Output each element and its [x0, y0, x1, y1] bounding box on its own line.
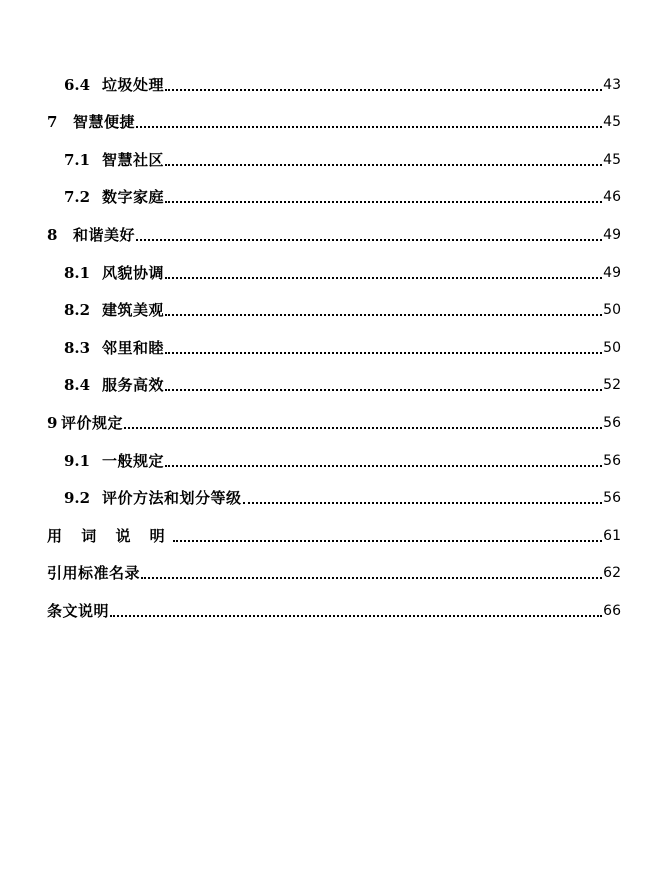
section-title: 风貌协调: [102, 263, 165, 282]
section-number: 8.2: [64, 301, 91, 320]
toc-entry-7-2[interactable]: [0, 171, 672, 209]
toc-entry-7-1[interactable]: [0, 133, 672, 171]
page-number: 46: [603, 189, 621, 206]
toc-entry-9[interactable]: [0, 396, 672, 434]
toc-entry-8[interactable]: [0, 208, 672, 246]
section-title: 条文说明: [47, 601, 110, 620]
page-number: 49: [603, 264, 621, 281]
section-number: 6.4: [64, 75, 91, 94]
dot-leader: [243, 502, 603, 504]
section-title: 智慧社区: [102, 150, 165, 169]
page-number: 45: [603, 114, 621, 131]
toc-entry-9-2[interactable]: [0, 472, 672, 510]
page-number: 50: [603, 302, 621, 319]
dot-leader: [110, 615, 602, 617]
section-number: 9.1: [64, 451, 91, 470]
page-number: 45: [603, 151, 621, 168]
page-number: 43: [603, 76, 621, 93]
page-number: 61: [603, 527, 621, 544]
dot-leader: [165, 277, 602, 279]
toc-entry-8-3[interactable]: [0, 321, 672, 359]
toc-entry-referenced-standards[interactable]: [0, 547, 672, 585]
page-number: 56: [603, 452, 621, 469]
dot-leader: [165, 465, 602, 467]
dot-leader: [165, 201, 602, 203]
dot-leader: [136, 126, 602, 128]
toc-entry-8-1[interactable]: [0, 246, 672, 284]
section-number: 8.1: [64, 263, 91, 282]
section-title: 建筑美观: [102, 301, 165, 320]
dot-leader: [165, 314, 602, 316]
page-number: 52: [603, 377, 621, 394]
dot-leader: [165, 164, 602, 166]
toc-entry-explanation[interactable]: [0, 584, 672, 622]
dot-leader: [165, 389, 602, 391]
section-title: 用 词 说 明: [47, 526, 172, 545]
toc-entry-terms[interactable]: [0, 509, 672, 547]
section-number: 8.4: [64, 376, 91, 395]
section-title: 评价规定: [61, 413, 124, 432]
page-number: 62: [603, 565, 621, 582]
dot-leader: [165, 352, 602, 354]
section-title: 数字家庭: [102, 188, 165, 207]
section-number: 8: [47, 225, 58, 244]
section-title: 智慧便捷: [73, 113, 136, 132]
table-of-contents: [0, 58, 672, 622]
toc-entry-7[interactable]: [0, 96, 672, 134]
section-title: 和谐美好: [73, 225, 136, 244]
section-number: 7: [47, 113, 58, 132]
toc-entry-8-2[interactable]: [0, 284, 672, 322]
toc-entry-8-4[interactable]: [0, 359, 672, 397]
section-number: 9: [47, 413, 58, 432]
page-number: 56: [603, 490, 621, 507]
section-title: 引用标准名录: [47, 564, 141, 583]
section-title: 邻里和睦: [102, 338, 165, 357]
dot-leader: [173, 540, 603, 542]
dot-leader: [124, 427, 602, 429]
page-number: 50: [603, 339, 621, 356]
page-number: 66: [603, 602, 621, 619]
section-number: 9.2: [64, 489, 91, 508]
page-number: 49: [603, 226, 621, 243]
page-number: 56: [603, 414, 621, 431]
section-number: 8.3: [64, 338, 91, 357]
dot-leader: [136, 239, 602, 241]
section-title: 垃圾处理: [102, 75, 165, 94]
section-number: 7.2: [64, 188, 91, 207]
section-number: 7.1: [64, 150, 91, 169]
section-title: 评价方法和划分等级: [102, 489, 242, 508]
toc-entry-6-4[interactable]: [0, 58, 672, 96]
section-title: 一般规定: [102, 451, 165, 470]
dot-leader: [141, 577, 602, 579]
toc-entry-9-1[interactable]: [0, 434, 672, 472]
section-title: 服务高效: [102, 376, 165, 395]
dot-leader: [165, 89, 602, 91]
